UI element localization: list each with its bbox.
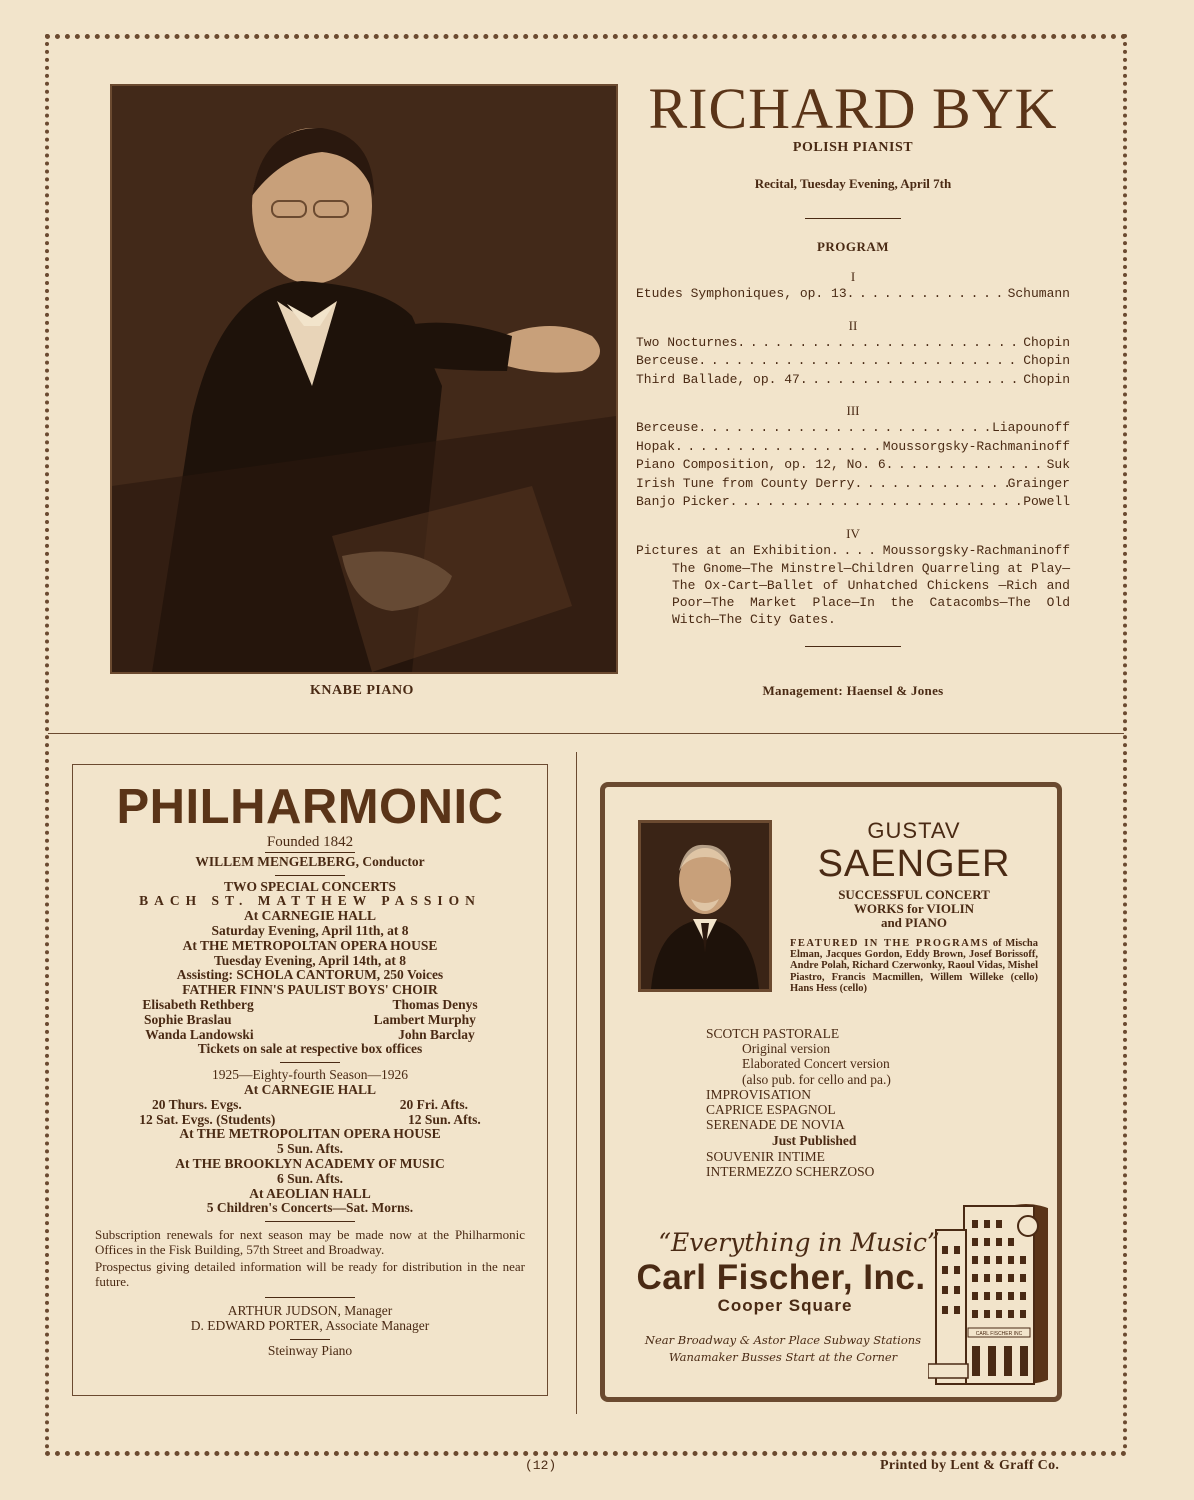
page-number: (12) <box>525 1458 557 1473</box>
piece-title: Etudes Symphoniques, op. 13 <box>636 286 847 301</box>
composer: Chopin <box>1023 353 1070 368</box>
assoc-manager-line: D. EDWARD PORTER, Associate Manager <box>190 1317 430 1333</box>
piece-title: Third Ballade, op. 47 <box>636 371 800 387</box>
program-heading: PROGRAM <box>816 239 890 254</box>
program-item <box>636 475 1070 494</box>
series: 5 Children's Concerts—Sat. Morns. <box>206 1200 414 1216</box>
soloist-row <box>73 1013 547 1028</box>
works-heading-line: SUCCESSFUL CONCERT <box>838 887 990 902</box>
series: 6 Sun. Afts. <box>276 1170 344 1186</box>
series: 12 Sun. Afts. <box>407 1111 481 1127</box>
section-numeral: III <box>846 403 860 418</box>
leader-dots <box>698 419 992 438</box>
saenger-portrait-image <box>641 823 769 989</box>
saenger-heading <box>790 818 1038 930</box>
saenger-photo <box>638 820 772 992</box>
composer: Chopin <box>1023 334 1070 350</box>
composer: Chopin <box>1023 371 1070 387</box>
program-item <box>636 352 1070 371</box>
rule <box>805 218 901 219</box>
soloist: Sophie Braslau <box>144 1011 232 1027</box>
venue-met: At THE METROPOLITAN OPERA HOUSE <box>179 1126 441 1142</box>
leader-dots <box>730 493 1024 512</box>
piece-title: Pictures at an Exhibition <box>636 542 832 558</box>
season-line: 1925—Eighty-fourth Season—1926 <box>211 1067 409 1083</box>
composer: Liapounoff <box>991 420 1070 435</box>
dotted-border-right <box>1123 34 1130 1450</box>
artist-subtitle: POLISH PIANIST <box>792 140 914 155</box>
recital-program <box>636 76 1070 647</box>
section-numeral: II <box>848 317 858 333</box>
leader-dots <box>831 542 883 561</box>
composer: Moussorgsky-Rachmaninoff <box>882 542 1070 558</box>
fischer-slogan: “Everything in Music” <box>658 1228 940 1257</box>
recital-date: Recital, Tuesday Evening, April 7th <box>754 176 952 191</box>
philharmonic-title: PHILHARMONIC <box>116 780 504 834</box>
section-numeral: I <box>850 269 856 284</box>
first-name: GUSTAV <box>867 818 961 843</box>
soloist: Thomas Denys <box>392 996 478 1012</box>
rule <box>265 1221 355 1222</box>
piano-line: Steinway Piano <box>267 1342 353 1358</box>
directions-line: Wanamaker Busses Start at the Corner <box>668 1350 898 1364</box>
rule <box>280 1062 340 1063</box>
date-line: Tuesday Evening, April 14th, at 8 <box>214 952 406 968</box>
works-list <box>706 1026 1006 1179</box>
building-sign: CARL FISCHER INC <box>975 1331 1023 1337</box>
program-item <box>636 542 1070 561</box>
leader-dots <box>886 456 1047 475</box>
piece-title: Hopak <box>636 438 676 454</box>
featured-title: FEATURED IN THE PROGRAMS <box>790 938 990 949</box>
work-title: SOUVENIR INTIME <box>706 1148 825 1164</box>
program-item <box>636 334 1070 353</box>
tickets-line: Tickets on sale at respective box offices <box>197 1041 423 1057</box>
photo-caption: KNABE PIANO <box>310 683 414 698</box>
manager-line: ARTHUR JUDSON, Manager <box>227 1303 393 1319</box>
fischer-directions <box>618 1332 948 1366</box>
piece-title: Banjo Picker <box>636 494 730 509</box>
series-row <box>73 1098 547 1113</box>
pianist-photo <box>110 84 618 674</box>
vertical-divider <box>576 752 577 1414</box>
soloist: Lambert Murphy <box>373 1011 476 1027</box>
works-heading-line: and PIANO <box>880 915 948 930</box>
passion-line: BACH ST. MATTHEW PASSION <box>139 893 481 909</box>
soloist-row <box>73 998 547 1013</box>
founded-line: Founded 1842 <box>266 834 354 850</box>
work-title: SERENADE DE NOVIA <box>706 1117 845 1133</box>
series: 5 Sun. Afts. <box>276 1141 344 1157</box>
fischer-company-name: Carl Fischer, Inc. <box>636 1258 926 1297</box>
section-numeral: IV <box>846 525 860 541</box>
soloist-row <box>73 1028 547 1043</box>
featured-programs <box>790 938 1038 994</box>
soloist: Wanda Landowski <box>145 1026 254 1042</box>
piece-title: Two Nocturnes <box>636 334 738 350</box>
program-item <box>636 456 1070 475</box>
work-version: Elaborated Concert version <box>742 1056 890 1072</box>
choir-line: FATHER FINN'S PAULIST BOYS' CHOIR <box>182 982 438 998</box>
leader-dots <box>847 285 1008 304</box>
program-item <box>636 493 1070 512</box>
fischer-address: Cooper Square <box>717 1296 853 1315</box>
leader-dots <box>854 475 1007 494</box>
program-item <box>636 438 1070 457</box>
printer-credit: Printed by Lent & Graff Co. <box>880 1458 1060 1473</box>
rule <box>805 646 901 647</box>
piece-title: Berceuse <box>636 353 699 368</box>
rule <box>275 875 345 876</box>
composer: Grainger <box>1007 475 1070 491</box>
venue-carnegie: At CARNEGIE HALL <box>243 908 376 924</box>
soloist: Elisabeth Rethberg <box>142 996 254 1012</box>
last-name: SAENGER <box>817 843 1011 885</box>
piece-title: Irish Tune from County Derry <box>636 475 855 491</box>
date-line: Saturday Evening, April 11th, at 8 <box>211 922 409 938</box>
composer: Powell <box>1023 494 1070 509</box>
venue-met: At THE METROPOLTAN OPERA HOUSE <box>182 937 438 953</box>
rule <box>290 1339 330 1340</box>
rule <box>265 1297 355 1298</box>
program-item <box>636 419 1070 438</box>
special-concerts: TWO SPECIAL CONCERTS <box>223 878 397 894</box>
piece-title: Piano Composition, op. 12, No. 6 <box>636 457 886 472</box>
horizontal-divider <box>48 733 1124 734</box>
leader-dots <box>698 352 1023 371</box>
dotted-border-left <box>45 34 52 1450</box>
conductor-line: WILLEM MENGELBERG, Conductor <box>195 853 425 869</box>
venue-carnegie: At CARNEGIE HALL <box>243 1081 376 1097</box>
piece-title: Berceuse <box>636 420 699 435</box>
pianist-portrait-image <box>112 86 616 672</box>
work-version: (also pub. for cello and pa.) <box>742 1071 891 1087</box>
work-title: CAPRICE ESPAGNOL <box>706 1102 836 1118</box>
prospectus-text: Prospectus giving detailed information will be ready for distribution in the near future. <box>95 1259 525 1290</box>
leader-dots <box>675 438 883 457</box>
renewals-text: Subscription renewals for next season may be made now at the Philharmonic Offices in the Fisk Building, 57th Street and Broadway. <box>95 1227 525 1258</box>
management: Management: Haensel & Jones <box>762 683 944 698</box>
work-title: SCOTCH PASTORALE <box>706 1026 840 1041</box>
composer: Moussorgsky-Rachmaninoff <box>882 438 1070 454</box>
work-title: INTERMEZZO SCHERZOSO <box>706 1163 875 1179</box>
artist-name: RICHARD BYK <box>648 76 1058 141</box>
composer: Schumann <box>1007 286 1070 301</box>
rule <box>265 852 355 853</box>
work-version: Original version <box>742 1041 831 1057</box>
assisting-line: Assisting: SCHOLA CANTORUM, 250 Voices <box>176 967 444 983</box>
program-item <box>636 285 1070 304</box>
leader-dots <box>800 371 1023 390</box>
soloist: John Barclay <box>398 1026 475 1042</box>
venue-brooklyn: At THE BROOKLYN ACADEMY OF MUSIC <box>175 1155 445 1171</box>
philharmonic-ad <box>72 764 548 1396</box>
leader-dots <box>737 334 1023 353</box>
series: 12 Sat. Evgs. (Students) <box>139 1111 276 1127</box>
composer: Suk <box>1046 457 1070 472</box>
series: 20 Thurs. Evgs. <box>151 1096 242 1112</box>
venue-aeolian: At AEOLIAN HALL <box>249 1185 371 1201</box>
series: 20 Fri. Afts. <box>399 1096 468 1112</box>
series-row <box>73 1113 547 1128</box>
work-title: IMPROVISATION <box>706 1086 812 1102</box>
directions-line: Near Broadway & Astor Place Subway Stations <box>644 1333 922 1347</box>
pictures-movements: The Gnome—The Minstrel—Children Quarreling at Play—The Ox-Cart—Ballet of Unhatched Chickens —Rich and Poor—The Market Place—In the Catacombs—The Old Witch—The City Gates. <box>672 561 1070 627</box>
featured-artists: of Mischa Elman, Jacques Gordon, Eddy Brown, Josef Borissoff, Andre Polah, Richard Czerwonky, Raoul Vidas, Mishel Piastro, Francis Macmillen, Willem Willeke (cello) Hans Hess (cello) <box>790 938 1038 994</box>
works-heading-line: WORKS for VIOLIN <box>853 901 975 916</box>
program-item <box>636 371 1070 390</box>
just-published-heading: Just Published <box>772 1133 857 1149</box>
